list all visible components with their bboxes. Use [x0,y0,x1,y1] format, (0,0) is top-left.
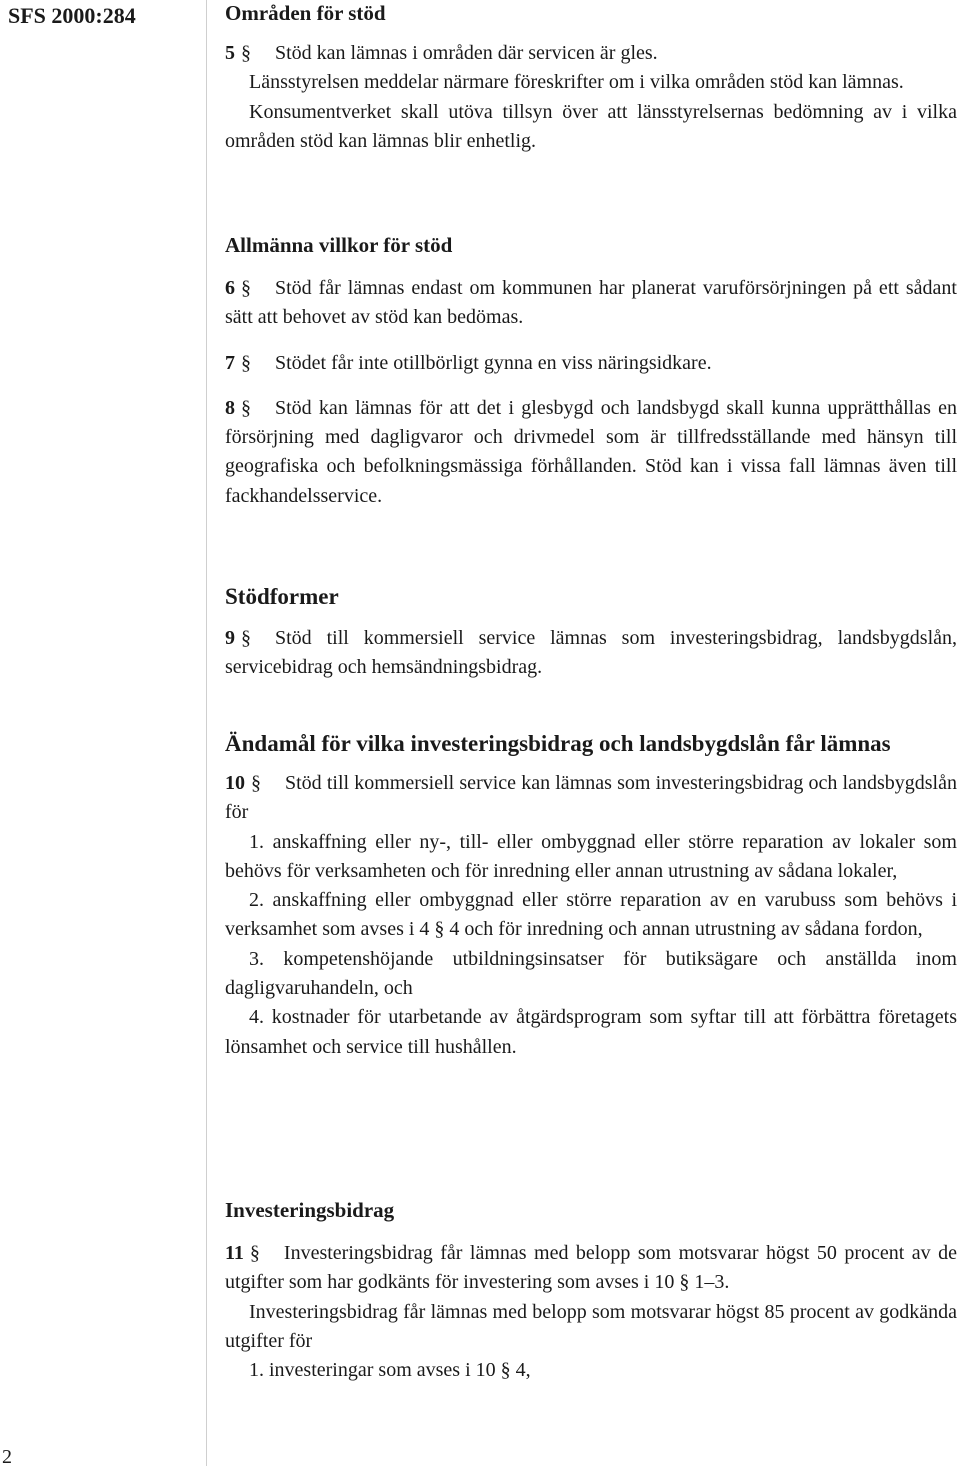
section-omraden [225,0,957,156]
page-number: 2 [2,1446,12,1468]
paragraph-5-2: Länsstyrelsen meddelar närmare föreskrifter om i vilka områden stöd kan lämnas. [249,71,904,94]
section-number: 8 [225,396,235,419]
section-text: Stöd till kommersiell service kan lämnas som investeringsbidrag och landsbygdslån för [225,772,957,824]
paragraph-9 [225,624,957,683]
list-item-1: 1. investeringar som avses i 10 § 4, [249,1359,531,1382]
section-text: Stöd får lämnas endast om kommunen har planerat varuförsörjningen på ett sådant sätt att behovet av stöd kan bedömas. [225,277,957,329]
sfs-number: SFS 2000:284 [8,3,136,28]
section-number: 10 [225,772,245,794]
paragraph-8 [225,394,957,511]
paragraph-11-2: Investeringsbidrag får lämnas med belopp som motsvarar högst 85 procent av godkända utgifter för [225,1300,957,1352]
section-text: Stöd kan lämnas för att det i glesbygd och landsbygd skall kunna upprätthållas en försörjning med dagligvaror och drivmedel som är tillfredsställande med hänsyn till geografiska och befolkningsmässiga förhållanden. Stöd kan i vissa fall lämnas även till fackhandelsservice. [225,396,957,507]
section-investeringsbidrag [225,1197,957,1385]
paragraph-5-3: Konsumentverket skall utöva tillsyn över att länsstyrelsernas bedömning av i vilka områden stöd kan lämnas blir enhetlig. [225,100,957,152]
section-symbol: § [241,42,251,64]
paragraph-6 [225,274,957,333]
list-item-3: 3. kompetenshöjande utbildningsinsatser för butiksägare och anställda inom dagligvaruhandeln, och [225,947,957,1000]
paragraph-7 [225,349,957,378]
section-symbol: § [249,1242,260,1264]
section-text: Stöd kan lämnas i områden där servicen är gles. [275,42,658,64]
section-number: 5 [225,42,235,64]
section-symbol: § [241,277,251,299]
section-text: Stödet får inte otillbörligt gynna en viss näringsidkare. [275,351,712,374]
section-number: 7 [225,351,235,374]
heading-stodformer: Stödformer [225,584,339,609]
section-symbol: § [241,351,251,374]
heading-omraden: Områden för stöd [225,1,386,25]
section-allmanna [225,232,957,511]
list-item-4: 4. kostnader för utarbetande av åtgärdsprogram som syftar till att förbättra företagets lönsamhet och service till hushållen. [225,1006,957,1058]
section-text: Stöd till kommersiell service lämnas som investeringsbidrag, landsbygdslån, servicebidrag och hemsändningsbidrag. [225,627,957,679]
heading-allmanna: Allmänna villkor för stöd [225,233,453,257]
section-symbol: § [241,396,251,419]
section-number: 11 [225,1242,244,1264]
list-item-1: 1. anskaffning eller ny-, till- eller ombyggnad eller större reparation av lokaler som behövs för verksamheten och för inredning eller annan utrustning av sådana lokaler, [225,830,957,882]
section-text: Investeringsbidrag får lämnas med belopp som motsvarar högst 50 procent av de utgifter som har godkänts för investering som avses i 10 § 1–3. [225,1242,957,1294]
paragraph-10 [225,769,957,828]
paragraph-5 [225,39,957,68]
margin-column [0,0,207,1466]
section-number: 6 [225,277,235,299]
section-andamal [225,729,957,1062]
section-stodformer [225,582,957,683]
section-symbol: § [251,772,261,794]
list-item-2: 2. anskaffning eller ombyggnad eller större reparation av en varubuss som behövs i verksamhet som avses i 4 § 4 och för inredning och annan utrustning av sådana fordon, [225,889,957,941]
paragraph-11 [225,1239,957,1298]
heading-andamal: Ändamål för vilka investeringsbidrag och landsbygdslån får lämnas [225,731,891,756]
heading-investeringsbidrag: Investeringsbidrag [225,1198,395,1222]
section-number: 9 [225,627,235,649]
section-symbol: § [241,627,251,649]
